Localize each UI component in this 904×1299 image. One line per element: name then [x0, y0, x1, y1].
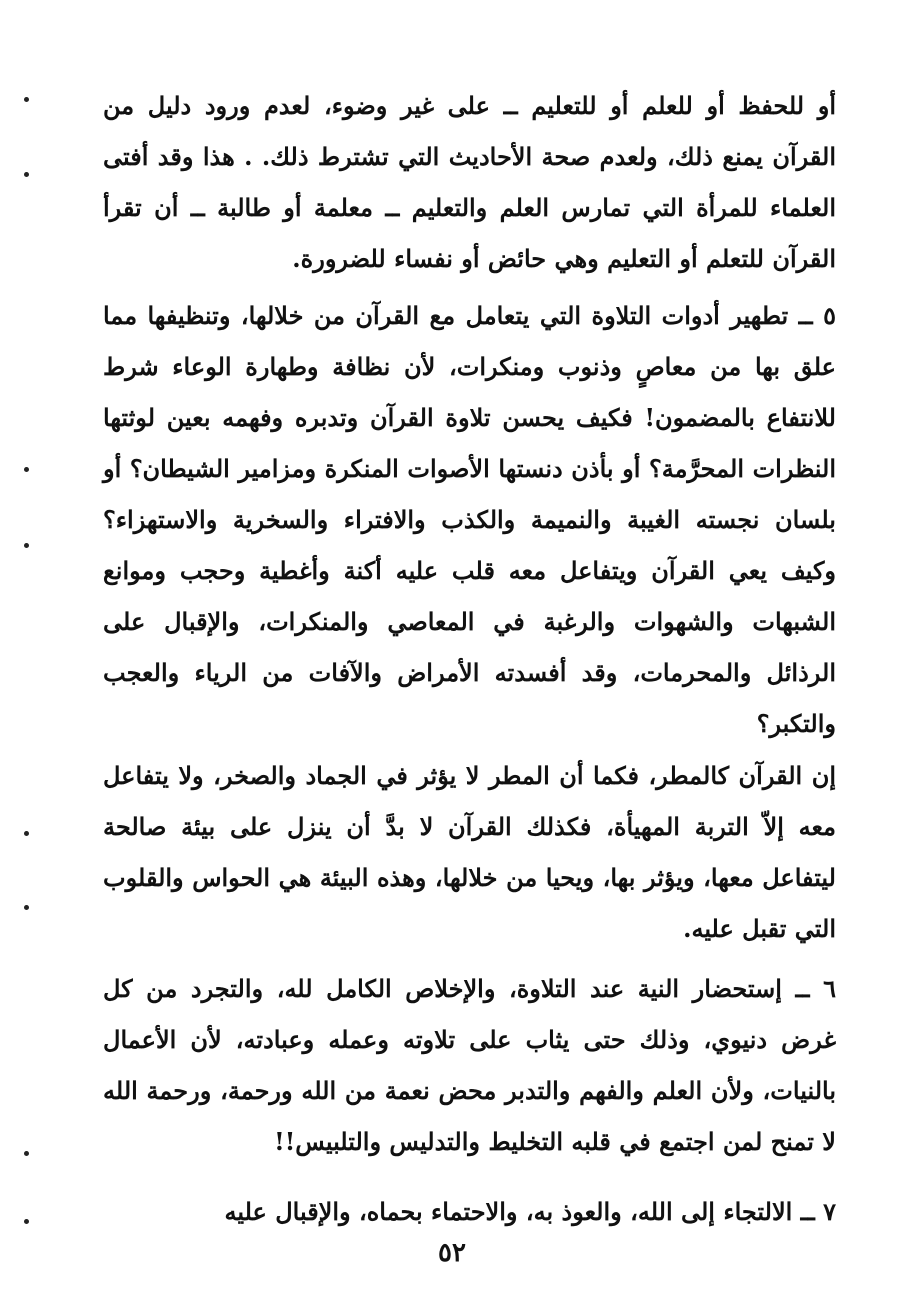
paragraph-1: أو للحفظ أو للعلم أو للتعليم ــ على غير وضوء، لعدم ورود دليل من القرآن يمنع ذلك، ولعدم صحة الأحاديث التي تشترط ذلك. . هذا وقد أفتى العلماء للمرأة التي تمارس العلم والتعليم ــ معلمة أو طالبة ــ أن تقرأ القرآن للتعلم أو التعليم وهي حائض أو نفساء للضرورة. — [103, 91, 836, 273]
paragraph-5: ٧ ــ الالتجاء إلى الله، والعوذ به، والاحتماء بحماه، والإقبال عليه — [224, 1197, 836, 1226]
margin-dot-mark — [24, 1219, 29, 1224]
margin-dot-mark — [24, 831, 29, 836]
paragraph-2: ٥ ــ تطهير أدوات التلاوة التي يتعامل مع القرآن من خلالها، وتنظيفها مما علق بها من معاصٍ وذنوب ومنكرات، لأن نظافة وطهارة الوعاء شرط للانتفاع بالمضمون! فكيف يحسن تلاوة القرآن وتدبره وفهمه بعين لوثتها النظرات المحرَّمة؟ أو بأذن دنستها الأصوات المنكرة ومزامير الشيطان؟ أو بلسان نجسته الغيبة والنميمة والكذب والافتراء والسخرية والاستهزاء؟ وكيف يعي القرآن ويتفاعل معه قلب عليه أكنة وأغطية وحجب وموانع الشبهات والشهوات والرغبة في المعاصي والمنكرات، والإقبال على الرذائل والمحرمات، وقد أفسدته الأمراض والآفات من الرياء والعجب والتكبر؟ — [103, 301, 837, 738]
margin-dot-mark — [24, 172, 29, 177]
margin-dot-mark — [24, 543, 29, 548]
margin-dot-mark — [24, 1151, 29, 1156]
paragraph-4: ٦ ــ إستحضار النية عند التلاوة، والإخلاص الكامل لله، والتجرد من كل غرض دنيوي، وذلك حتى يثاب على تلاوته وعمله وعبادته، لأن الأعمال بالنيات، ولأن العلم والفهم والتدبر محض نعمة من الله ورحمة، ورحمة الله لا تمنح لمن اجتمع في قلبه التخليط والتدليس والتلبيس!! — [103, 974, 836, 1156]
margin-dot-mark — [24, 905, 29, 910]
paragraph-3: إن القرآن كالمطر، فكما أن المطر لا يؤثر في الجماد والصخر، ولا يتفاعل معه إلاّ التربة المهيأة، فكذلك القرآن لا بدَّ أن ينزل على بيئة صالحة ليتفاعل معها، ويؤثر بها، ويحيا من خلالها، وهذه البيئة هي الحواس والقلوب التي تقبل عليه. — [103, 761, 836, 943]
page-number: ٥٢ — [438, 1238, 466, 1268]
margin-dot-mark — [24, 467, 29, 472]
margin-dot-mark — [24, 97, 29, 102]
